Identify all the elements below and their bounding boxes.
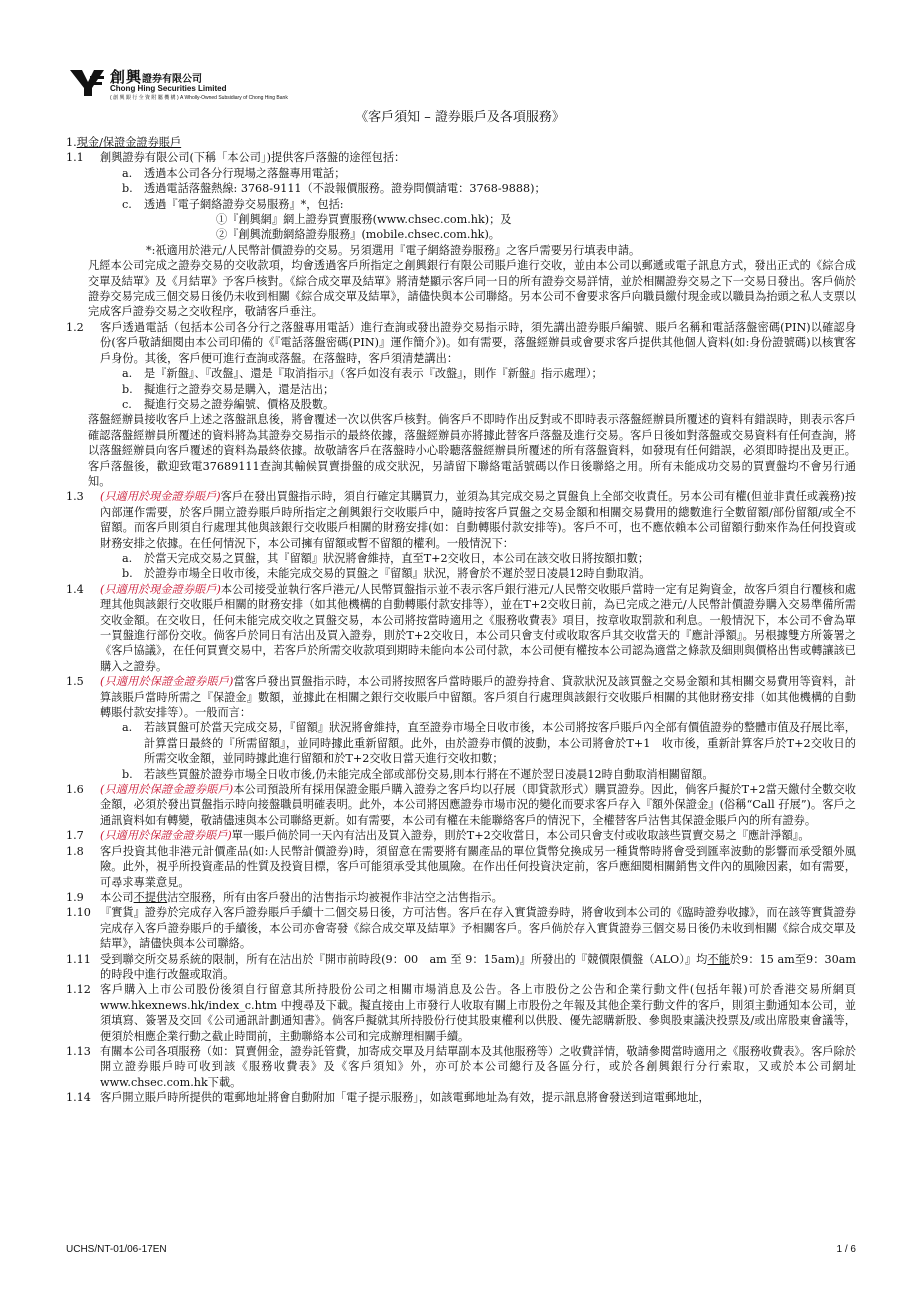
clause-1-10: 1.10 『實貨』證券於完成存入客戶證券賬戶手續十二個交易日後，方可沽售。客戶在存入實貨證券時，將會收到本公司的《臨時證券收據》，而在該等實貨證券完成存入客戶證券賬戶的手續後，本公司亦會寄發《綜合成交單及結單》予相關客戶。客戶倘於存入實貨證券三個交易日後仍未收到相關《綜合成交單及結單》，請儘快與本公司聯絡。 <box>66 906 856 951</box>
clause-1-7: 1.7 (只適用於保證金證券賬戶)單一賬戶倘於同一天內有沽出及買入證券，則於T+2交收當日，本公司只會支付或收取該些買賣交易之『應計淨額』。 <box>66 829 810 843</box>
document-title: 《客戶須知 – 證券賬戶及各項服務》 <box>355 110 565 125</box>
clause-1-5: 1.5 (只適用於保證金證券賬戶)當客戶發出買盤指示時，本公司將按照客戶當時賬戶的證券持倉、貸款狀況及該買盤之交易金額和其相關交易費用等資料，計算該賬戶當時所需之『保證金』數額，並據此在相關之銀行交收賬戶中留額。客戶須自行處理與該銀行交收賬戶相關的其他財務安排（如其他機構的自動轉賬付款安排等）。一般而言： <box>66 675 856 720</box>
clause-1-11: 1.11 受到聯交所交易系統的限制，所有在沽出於『開市前時段(9：00 am 至 9：15am)』所發出的『競價限價盤（ALO）』均不能於9：15 am至9：30am的時段中進行改盤或取消。 <box>66 952 856 981</box>
clause-1-2-c: c. 擬進行交易之證券編號、價格及股數。 <box>122 397 335 411</box>
applicability-note: (只適用於現金證券賬戶) <box>100 490 221 504</box>
applicability-note: (只適用於現金證券賬戶) <box>100 582 221 596</box>
clause-1-13: 1.13 有關本公司各項服務（如：買賣佣金，證券託管費，加寄成交單及月結單副本及其他服務等）之收費詳情，敬請參閱當時適用之《服務收費表》。客戶除於開立證券賬戶時可收到該《服務收費表》及《客戶須知》外，亦可於本公司總行及各區分行，或於各創興銀行分行索取，又或於本公司網址www.chsec.com.hk下載。 <box>66 1044 856 1089</box>
clause-1-1-footnote: *:祇適用於港元/人民幣計價證券的交易。另須選用『電子網絡證券服務』之客戶需要另行填表申請。 <box>146 243 641 257</box>
logo-subtitle: ( 創 興 銀 行 全 資 附 屬 機 構 ) A Wholly-Owned Subsidiary of Chong Hing Bank <box>110 95 288 101</box>
clause-1-1-paragraph: 凡經本公司完成之證券交易的交收款項，均會透過客戶所指定之創興銀行有限公司賬戶進行交收，並由本公司以郵遞或電子訊息方式，發出正式的《綜合成交單及結單》及《月結單》予客戶核對。《綜合成交單及結單》將清楚顯示客戶同一日的所有證券交易詳情，並於相關證券交易之下一交易日發出。客戶倘於證券交易完成三個交易日後仍未收到相關《綜合成交單及結單》，請儘快與本公司聯絡。另本公司不會要求客戶向職員繳付現金或以職員為抬頭之私人支票以完成客戶證券交易之交收程序，敬請客戶垂注。 <box>88 259 856 319</box>
clause-1-2-a: a. 是『新盤』、『改盤』、還是『取消指示』（客戶如沒有表示『改盤』，則作『新盤』指示處理）； <box>122 367 603 381</box>
logo-chinese-name: 創興證券有限公司 <box>110 68 203 86</box>
clause-1-3-b: b. 於證券市場全日收市後，未能完成交易的買盤之『留額』狀況，將會於不遲於翌日凌晨12時自動取消。 <box>122 567 651 581</box>
clause-1-12: 1.12 客戶購入上市公司股份後須自行留意其所持股份公司之相關市場消息及公告。各上市股份之公告和企業行動文件(包括年報)可於香港交易所網頁 www.hkexnews.hk/index_c.htm 中搜尋及下載。擬直接由上市發行人收取有關上市股份之年報及其他企業行動文件的客戶，則須主動通知本公司，並須填寫、簽署及交回《公司通訊計劃通知書》。倘客戶擬就其所持股份行使其股東權利以供股、優先認購新股、參與股東議決投票及/或出席股東會議等，便須於相應企業行動之截止時間前，主動聯絡本公司和完成辦理相關手續。 <box>66 983 856 1043</box>
document-code: UCHS/NT-01/06-17EN <box>66 1244 167 1255</box>
logo-english-name: Chong Hing Securities Limited <box>110 84 227 93</box>
clause-1-2: 1.2 客戶透過電話（包括本公司各分行之落盤專用電話）進行查詢或發出證券交易指示時，須先講出證券賬戶編號、賬戶名稱和電話落盤密碼(PIN)以確認身份(客戶敬請細閱由本公司印備的《『電話落盤密碼(PIN)』運作簡介》)。如有需要，落盤經辦員或會要求客戶提供其他個人資料(如:身份證號碼)以核實客戶身份。其後，客戶便可進行查詢或落盤。在落盤時，客戶須清楚講出： <box>66 320 856 365</box>
section-heading: 1. 現金/保證金證券賬戶 <box>66 136 182 149</box>
clause-1-2-paragraph: 落盤經辦員接收客戶上述之落盤訊息後，將會覆述一次以供客戶核對。倘客戶不即時作出反對或不即時表示落盤經辦員所覆述的資料有錯誤時，則表示客戶確認落盤經辦員所覆述的資料將為其證券交易指示的最終依據，落盤經辦員亦將據此替客戶落盤及進行交易。客戶日後如對落盤或交易資料有任何查詢，將以落盤經辦員向客戶覆述的資料為最終依據。故敬請客戶在落盤時小心聆聽落盤經辦員所覆述的所有落盤資料，如發現有任何錯誤，必須即時提出及更正。客戶落盤後，歡迎致電37689111查詢其輸候買賣掛盤的成交狀況，另請留下聯絡電話號碼以作日後聯絡之用。所有未能成功交易的買賣盤均不會另行通知。 <box>88 413 856 488</box>
clause-1-1-c: c. 透過『電子網絡證券交易服務』*，包括: <box>122 197 344 211</box>
chong-hing-logo-icon <box>68 68 106 98</box>
clause-1-2-b: b. 擬進行之證券交易是購入，還是沽出； <box>122 382 335 396</box>
clause-1-4: 1.4 (只適用於現金證券賬戶)本公司接受並執行客戶港元/人民幣買盤指示並不表示客戶銀行港元/人民幣交收賬戶當時一定有足夠資金，故客戶須自行覆核和處理其他與該銀行交收賬戶相關的財務安排（如其他機構的自動轉賬付款安排等），並在T+2交收日前，為已完成之港元/人民幣計價證券購入交易準備所需交收金額。在交收日，任何未能完成交收之買盤交易，本公司將按當時適用之《服務收費表》項目，按章收取罰款和利息。一般情況下，本公司不會為單一買盤進行部份交收。倘客戶於同日有沽出及買入證券，則於T+2交收日，本公司只會支付或收取客戶其交收當天的『應計淨額』。另根據雙方所簽署之《客戶協議》，在任何買賣交易中，若客戶於所需交收款項到期時未能向本公司付款，本公司便有權按本公司認為適當之條款及細則與價格出售或轉讓該已購入之證券。 <box>66 582 856 673</box>
page-number: 1 / 6 <box>836 1244 856 1255</box>
clause-1-5-a: a. 若該買盤可於當天完成交易，『留額』狀況將會維持，直至證券市場全日收市後，本公司將按客戶賬戶內全部有價值證券的整體市值及孖展比率，計算當日最終的『所需留額』，並同時據此重新留額。此外，由於證券市價的波動，本公司將會於T+1 收市後，重新計算客戶於T+2交收日的所需交收金額，並同時據此進行留額和於T+2交收日當天進行交收扣數； <box>122 721 856 766</box>
clause-1-9: 1.9 本公司不提供沽空服務，所有由客戶發出的沽售指示均被視作非沽空之沽售指示。 <box>66 890 503 904</box>
applicability-note: (只適用於保證金證券賬戶) <box>100 783 234 797</box>
clause-1-1-b: b. 透過電話落盤熱線: 3768-9111（不設報價服務。證券問價請電：3768-9888)； <box>122 182 546 196</box>
clause-1-6: 1.6 (只適用於保證金證券賬戶)本公司預設所有採用保證金賬戶購入證券之客戶均以孖展（即貸款形式）購買證券。因此，倘客戶擬於T+2當天繳付全數交收金額，必須於發出買盤指示時向接盤職員明確表明。此外，本公司將因應證券市場市況的變化而要求客戶存入『額外保證金』(俗稱“Call 孖展”)。客戶之通訊資料如有轉變，敬請儘速與本公司聯絡更新。如有需要，本公司有權在未能聯絡客戶的情況下，全權替客戶沽售其保證金賬戶內的所有證券。 <box>66 783 856 827</box>
company-logo <box>68 66 288 106</box>
applicability-note: (只適用於保證金證券賬戶) <box>100 675 234 689</box>
clause-1-1-c1: ①『創興網』網上證券買賣服務(www.chsec.com.hk)；及 <box>216 213 512 227</box>
section-title: 現金/保證金證券賬戶 <box>76 136 182 149</box>
document-body <box>66 135 856 1106</box>
clause-1-3: 1.3 (只適用於現金證券賬戶)客戶在發出買盤指示時，須自行確定其購買力，並須為其完成交易之買盤負上全部交收責任。另本公司有權(但並非責任或義務)按內部運作需要，於客戶開立證券賬戶時所指定之創興銀行交收賬戶中，隨時按客戶買盤之交易金額和相關交易費用的總數進行全數留額/部份留額/或全不留額。而客戶則須自行處理其他與該銀行交收賬戶相關的財務安排(如：自動轉賬付款安排等)。客戶不可，也不應依賴本公司留額行動來作為任何投資或財務安排之依據。在任何情況下，本公司擁有留額或暫不留額的權利。一般情況下： <box>66 490 857 550</box>
clause-1-14: 1.14 客戶開立賬戶時所提供的電郵地址將會自動附加「電子提示服務」，如該電郵地址為有效，提示訊息將會發送到這電郵地址， <box>66 1091 710 1105</box>
clause-1-1-a: a. 透過本公司各分行現場之落盤專用電話； <box>122 166 346 180</box>
clause-1-5-b: b. 若該些買盤於證券市場全日收市後,仍未能完成全部或部份交易,則本行將在不遲於翌日凌晨12時自動取消相關留額。 <box>122 767 714 781</box>
clause-1-1-c2: ②『創興流動網絡證券服務』(mobile.chsec.com.hk)。 <box>216 228 500 242</box>
clause-1-3-a: a. 於當天完成交易之買盤，其『留額』狀況將會維持，直至T+2交收日，本公司在該交收日將按額扣數； <box>122 551 650 565</box>
applicability-note: (只適用於保證金證券賬戶) <box>100 829 232 843</box>
clause-1-1: 1.1 創興證券有限公司(下稱「本公司」)提供客戶落盤的途徑包括： <box>66 151 406 165</box>
clause-1-8: 1.8 客戶投資其他非港元計價產品(如:人民幣計價證券)時，須留意在需要將有關產品的單位貨幣兌換成另一種貨幣時將會受到匯率波動的影響而承受額外風險。此外，視乎所投資產品的性質及投資目標，客戶可能須承受其他風險。在作出任何投資決定前，客戶應細閱相關銷售文件內的風險因素，如有需要，可尋求專業意見。 <box>66 844 856 889</box>
